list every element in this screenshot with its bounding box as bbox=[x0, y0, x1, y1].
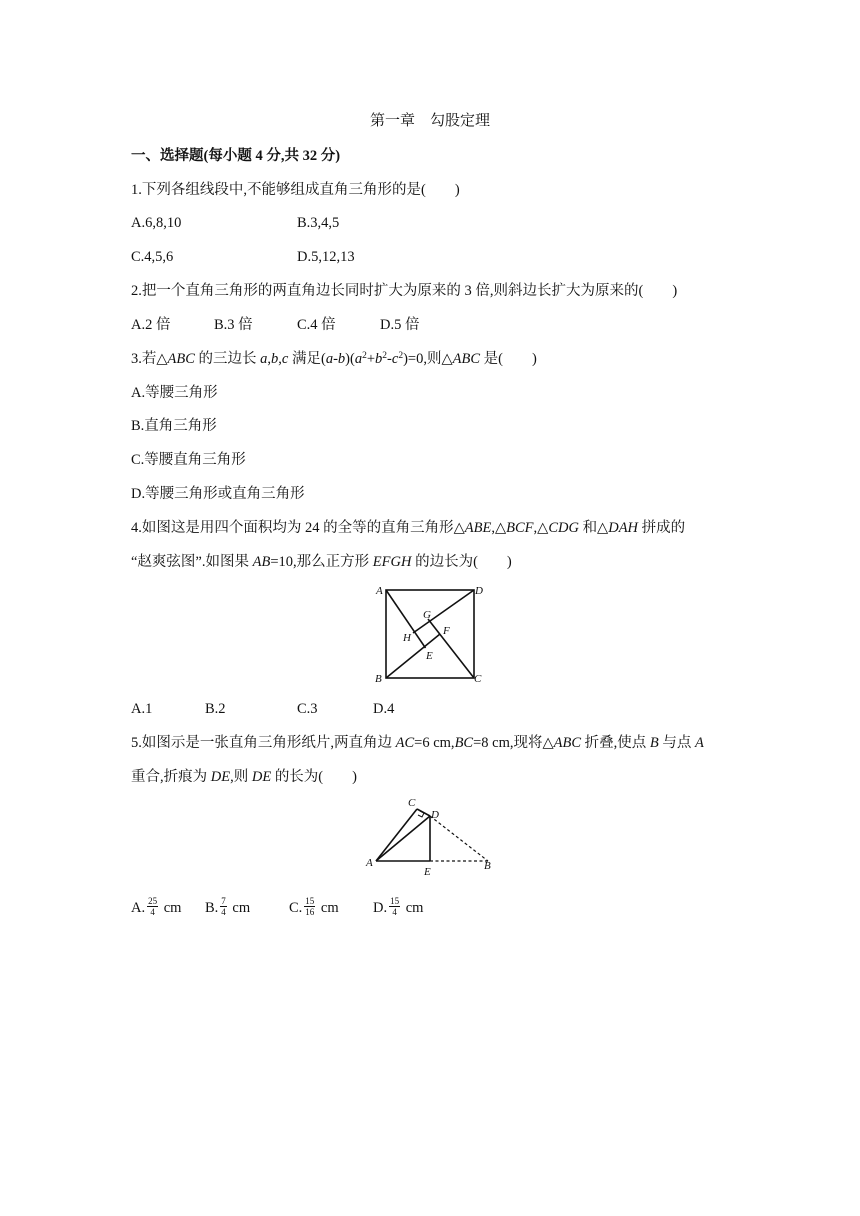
q1-option-c: C.4,5,6 bbox=[131, 249, 174, 265]
section-heading: 一、选择题(每小题 4 分,共 32 分) bbox=[131, 148, 341, 164]
label-B: B bbox=[484, 860, 491, 872]
q5-option-c: C. $\frac{15}{16}$ cm bbox=[289, 896, 339, 917]
folded-triangle-diagram bbox=[362, 794, 502, 878]
q4-option-b: B.2 bbox=[205, 701, 226, 717]
label-C: C bbox=[408, 797, 416, 809]
label-E: E bbox=[424, 866, 431, 878]
q2-option-b: B.3 倍 bbox=[214, 317, 253, 333]
side-a-d bbox=[376, 816, 430, 861]
q2-option-c: C.4 倍 bbox=[297, 317, 336, 333]
label-B: B bbox=[375, 673, 382, 685]
label-A: A bbox=[366, 857, 373, 869]
q5-stem-line2: 重合,折痕为 DE,则 DE 的长为( ) bbox=[131, 769, 357, 785]
label-E: E bbox=[426, 650, 433, 662]
line-c-g bbox=[428, 619, 474, 678]
outer-square bbox=[386, 590, 474, 678]
q2-option-a: A.2 倍 bbox=[131, 317, 171, 333]
q2-option-d: D.5 倍 bbox=[380, 317, 420, 333]
q4-option-a: A.1 bbox=[131, 701, 153, 717]
q5-stem-line1: 5.如图示是一张直角三角形纸片,两直角边 AC=6 cm,BC=8 cm,现将△ABC 折叠,使点 B 与点 A bbox=[131, 735, 704, 751]
q1-stem: 1.下列各组线段中,不能够组成直角三角形的是( ) bbox=[131, 182, 460, 198]
q4-option-c: C.3 bbox=[297, 701, 318, 717]
page-title: 第一章 勾股定理 bbox=[369, 113, 490, 129]
label-C: C bbox=[474, 673, 482, 685]
q4-stem-line1: 4.如图这是用四个面积均为 24 的全等的直角三角形△ABE,△BCF,△CDG 和△DAH 拼成的 bbox=[131, 520, 686, 536]
q3-stem: 3.若△ABC 的三边长 a,b,c 满足$(a-b)(a^2+b^2-c^2)=0$,则△ABC 是( ) bbox=[131, 351, 537, 367]
label-G: G bbox=[423, 609, 431, 621]
q3-option-c: C.等腰直角三角形 bbox=[131, 452, 246, 468]
label-H: H bbox=[403, 632, 411, 644]
q4-stem-line2: “赵爽弦图”.如图果 AB=10,那么正方形 EFGH 的边长为( ) bbox=[131, 554, 512, 570]
label-A: A bbox=[376, 585, 383, 597]
zhao-shuang-diagram bbox=[370, 582, 490, 686]
q1-option-a: A.6,8,10 bbox=[131, 215, 182, 231]
label-D: D bbox=[475, 585, 483, 597]
side-a-c bbox=[376, 809, 417, 861]
dashed-d-b bbox=[430, 816, 488, 861]
q5-option-d: D. $\frac{15}{4}$ cm bbox=[373, 896, 424, 917]
q3-option-a: A.等腰三角形 bbox=[131, 385, 218, 401]
label-D: D bbox=[431, 809, 439, 821]
q3-option-b: B.直角三角形 bbox=[131, 418, 217, 434]
q2-stem: 2.把一个直角三角形的两直角边长同时扩大为原来的 3 倍,则斜边长扩大为原来的( ) bbox=[131, 283, 678, 299]
label-F: F bbox=[443, 625, 450, 637]
q3-option-d: D.等腰三角形或直角三角形 bbox=[131, 486, 305, 502]
q1-option-d: D.5,12,13 bbox=[297, 249, 355, 265]
q5-option-b: B. $\frac{7}{4}$ cm bbox=[205, 896, 251, 917]
q1-option-b: B.3,4,5 bbox=[297, 215, 340, 231]
q4-option-d: D.4 bbox=[373, 701, 395, 717]
q5-option-a: A. $\frac{25}{4}$ cm bbox=[131, 896, 182, 917]
